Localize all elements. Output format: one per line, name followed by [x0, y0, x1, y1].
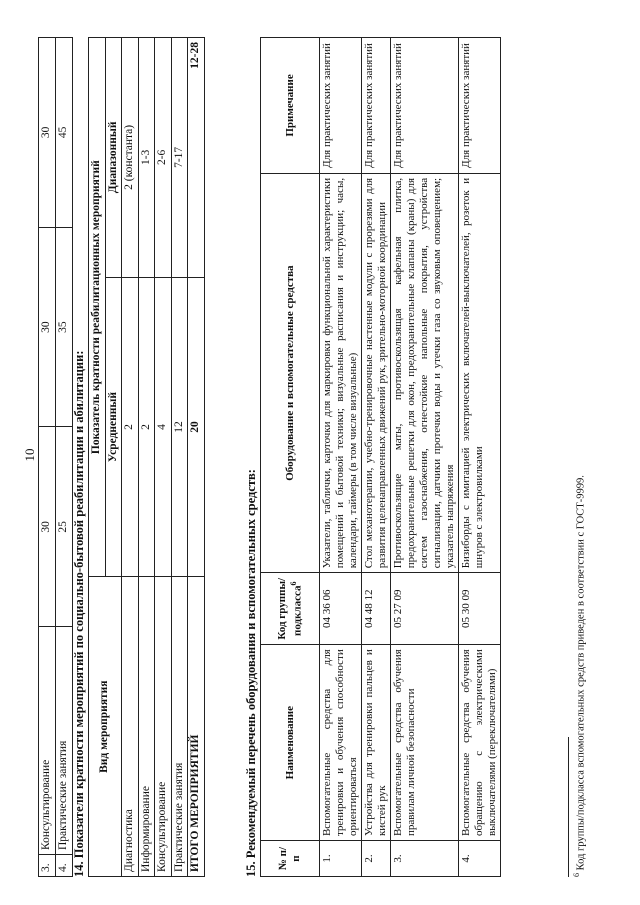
total-label: ИТОГО МЕРОПРИЯТИЙ: [188, 577, 205, 877]
header-code: [261, 573, 320, 645]
table-row: [56, 38, 73, 877]
row-note: Для практических занятий: [320, 38, 362, 174]
row-number: 3.: [39, 855, 56, 877]
total-average: 20: [188, 277, 205, 577]
row-name: Вспомогательные средства для тренировки и обучения способности ориентироваться: [320, 645, 362, 841]
row-number: 4.: [56, 855, 73, 877]
footnote-marker: 6: [572, 873, 581, 877]
row-value: 25: [56, 427, 73, 627]
row-code: 05 30 09: [458, 573, 500, 645]
activity-average: 4: [155, 277, 172, 577]
row-equipment: Указатели, таблички, карточки для маркировки функциональной характеристики помещений и бытовой техники; визуальные расписания и инструкции; часы, календари, таймеры (в том числе визуальные): [320, 173, 362, 572]
row-value: 30: [39, 227, 56, 427]
rotated-sheet: [20, 15, 620, 895]
row-code: 05 27 09: [390, 573, 458, 645]
table-header-row: [261, 38, 320, 877]
row-value: 45: [56, 38, 73, 228]
row-equipment: Стол механотерапии, учебно-тренировочные настенные модули с прорезями для развития целенаправленных движений рук, зрительно-моторной координации: [361, 173, 390, 572]
activity-range: 7-17: [171, 38, 188, 278]
header-activity-type: Вид мероприятия: [89, 577, 122, 877]
row-code: 04 48 12: [361, 573, 390, 645]
table-row: [122, 38, 139, 877]
footnote: [572, 475, 587, 877]
row-code: 04 36 06: [320, 573, 362, 645]
table-row: [171, 38, 188, 877]
row-value: 30: [39, 427, 56, 627]
row-note: Для практических занятий: [458, 38, 500, 174]
footnote-text: Код группы/подкласса вспомогательных средств приведен в соответствии с ГОСТ-9999.: [575, 475, 587, 873]
table-row: [320, 38, 362, 877]
header-average: Усредненный: [105, 277, 122, 577]
header-frequency-group: Показатель кратности реабилитационных мероприятий: [89, 38, 106, 577]
table-row: [138, 38, 155, 877]
total-range: 12-28: [188, 38, 205, 278]
row-name: Консультирование: [39, 627, 56, 855]
row-number: 2.: [361, 841, 390, 877]
section-15-heading: 15. Рекомендуемый перечень оборудования и вспомогательных средств:: [244, 469, 258, 877]
frequency-table: [88, 37, 205, 877]
row-note: Для практических занятий: [361, 38, 390, 174]
table-row: [155, 38, 172, 877]
activity-range: 2 (константа): [122, 38, 139, 278]
header-range: Диапазонный: [105, 38, 122, 278]
row-name: Устройства для тренировки пальцев и кистей рук: [361, 645, 390, 841]
table-total-row: [188, 38, 205, 877]
activity-average: 12: [171, 277, 188, 577]
continuation-table: [38, 37, 73, 877]
table-row: [361, 38, 390, 877]
table-row: [458, 38, 500, 877]
row-name: Практические занятия: [56, 627, 73, 855]
row-note: Для практических занятий: [390, 38, 458, 174]
table-header-row: [89, 38, 106, 877]
activity-name: Информирование: [138, 577, 155, 877]
row-number: 4.: [458, 841, 500, 877]
footnote-divider: [568, 737, 569, 877]
activity-name: Практические занятия: [171, 577, 188, 877]
header-equipment: Оборудование и вспомогательные средства: [261, 173, 320, 572]
header-name: Наименование: [261, 645, 320, 841]
footnote-marker: 6: [288, 581, 298, 586]
header-number: № п/п: [261, 841, 320, 877]
activity-name: Консультирование: [155, 577, 172, 877]
equipment-table: [260, 37, 501, 877]
header-code-text: Код группы/подкласса: [275, 577, 304, 640]
activity-average: 2: [138, 277, 155, 577]
row-name: Вспомогательные средства обучения обращению с электрическими выключателями (переключателями): [458, 645, 500, 841]
row-value: 30: [39, 38, 56, 228]
row-value: 35: [56, 227, 73, 427]
table-row: [39, 38, 56, 877]
page-number: 10: [22, 448, 37, 462]
row-equipment: Бизиборды с имитацией электрических включателей-выключателей, розеток и шнуров с электровилками: [458, 173, 500, 572]
activity-name: Диагностика: [122, 577, 139, 877]
table-row: [390, 38, 458, 877]
row-number: 1.: [320, 841, 362, 877]
row-name: Вспомогательные средства обучения правилам личной безопасности: [390, 645, 458, 841]
header-note: Примечание: [261, 38, 320, 174]
row-equipment: Противоскользящие маты, противоскользящая кафельная плитка, предохранительные решетки для окон, предохранительные клапаны (краны) для систем газоснабжения, огнестойкие напольные покрытия, устройства сигнализации, датчики протечки воды и утечки газа со звуковым оповещением; указатель напряжения: [390, 173, 458, 572]
row-number: 3.: [390, 841, 458, 877]
activity-range: 1-3: [138, 38, 155, 278]
section-14-heading: 14. Показатели кратности мероприятий по социально-бытовой реабилитации и абилитации:: [72, 350, 86, 877]
activity-average: 2: [122, 277, 139, 577]
activity-range: 2-6: [155, 38, 172, 278]
